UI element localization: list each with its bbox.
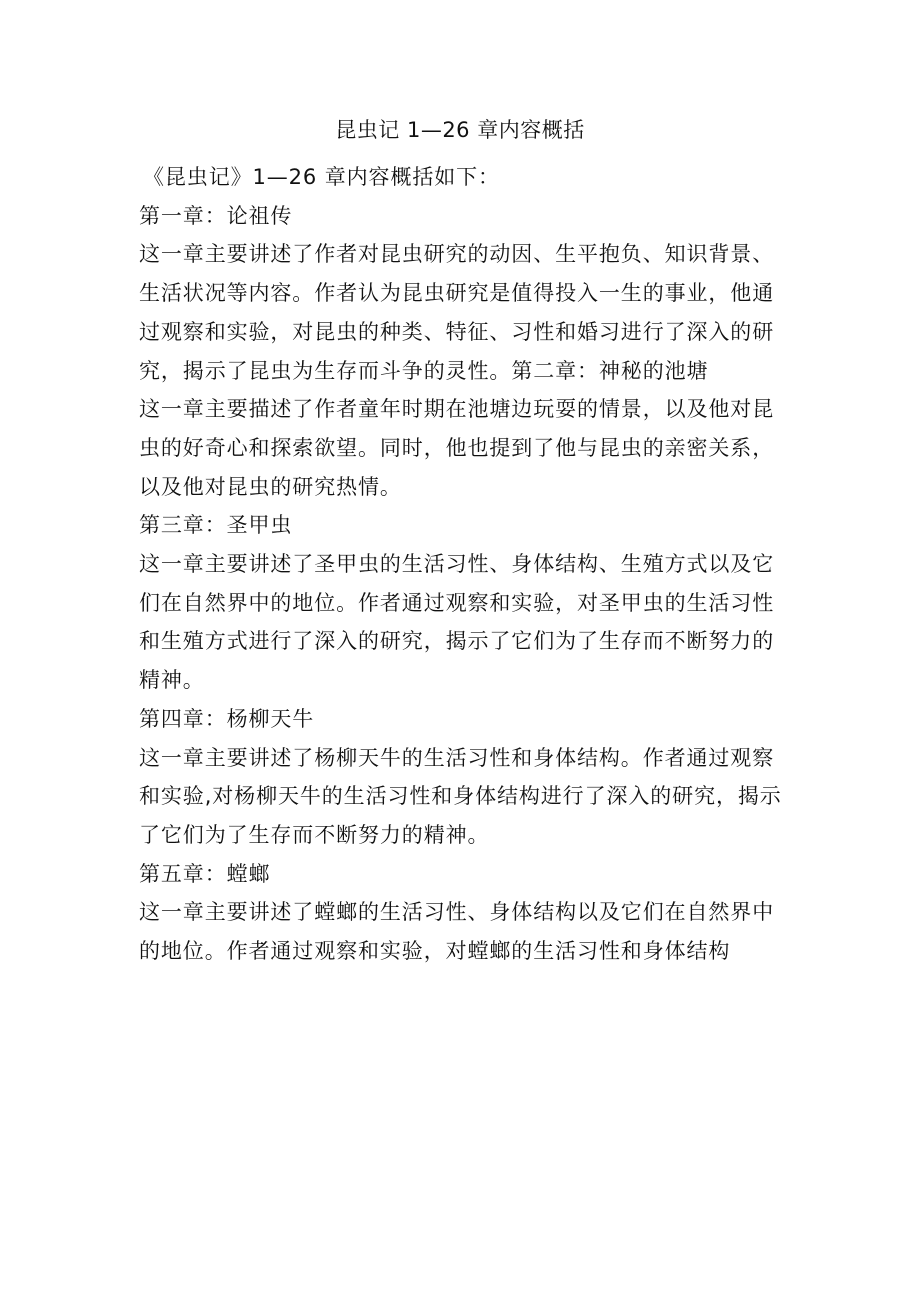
chapter-heading: 第一章：论祖传 bbox=[139, 203, 293, 228]
chapter-summary: 这一章主要讲述了杨柳天牛的生活习性和身体结构。作者通过观察和实验,对杨柳天牛的生活习性和身体结构进行了深入的研究，揭示了它们为了生存而不断努力的精神。 bbox=[139, 745, 782, 847]
chapter-summary: 这一章主要讲述了螳螂的生活习性、身体结构以及它们在自然界中的地位。作者通过观察和实验，对螳螂的生活习性和身体结构 bbox=[139, 900, 775, 964]
document-title: 昆虫记 1—26 章内容概括 bbox=[335, 118, 585, 142]
chapter-heading-inline: 第二章：神秘的池塘 bbox=[511, 358, 709, 383]
intro-paragraph: 《昆虫记》1—26 章内容概括如下： bbox=[143, 165, 500, 189]
chapter-summary: 这一章主要描述了作者童年时期在池塘边玩耍的情景，以及他对昆虫的好奇心和探索欲望。同时，他也提到了他与昆虫的亲密关系，以及他对昆虫的研究热情。 bbox=[139, 397, 775, 499]
chapter-heading: 第四章：杨柳天牛 bbox=[139, 706, 315, 731]
chapter-heading: 第五章：螳螂 bbox=[139, 861, 271, 886]
document-body bbox=[139, 158, 784, 971]
chapter-heading: 第三章：圣甲虫 bbox=[139, 513, 293, 538]
chapter-summary-text: 这一章主要讲述了作者对昆虫研究的动因、生平抱负、知识背景、生活状况等内容。作者认为昆虫研究是值得投入一生的事业，他通过观察和实验，对昆虫的种类、特征、习性和婚习进行了深入的研究，揭示了昆虫为生存而斗争的灵性。 bbox=[139, 242, 775, 383]
chapter-summary: 这一章主要讲述了圣甲虫的生活习性、身体结构、生殖方式以及它们在自然界中的地位。作者通过观察和实验，对圣甲虫的生活习性和生殖方式进行了深入的研究，揭示了它们为了生存而不断努力的精神。 bbox=[139, 552, 775, 693]
chapter-summary bbox=[139, 235, 784, 390]
